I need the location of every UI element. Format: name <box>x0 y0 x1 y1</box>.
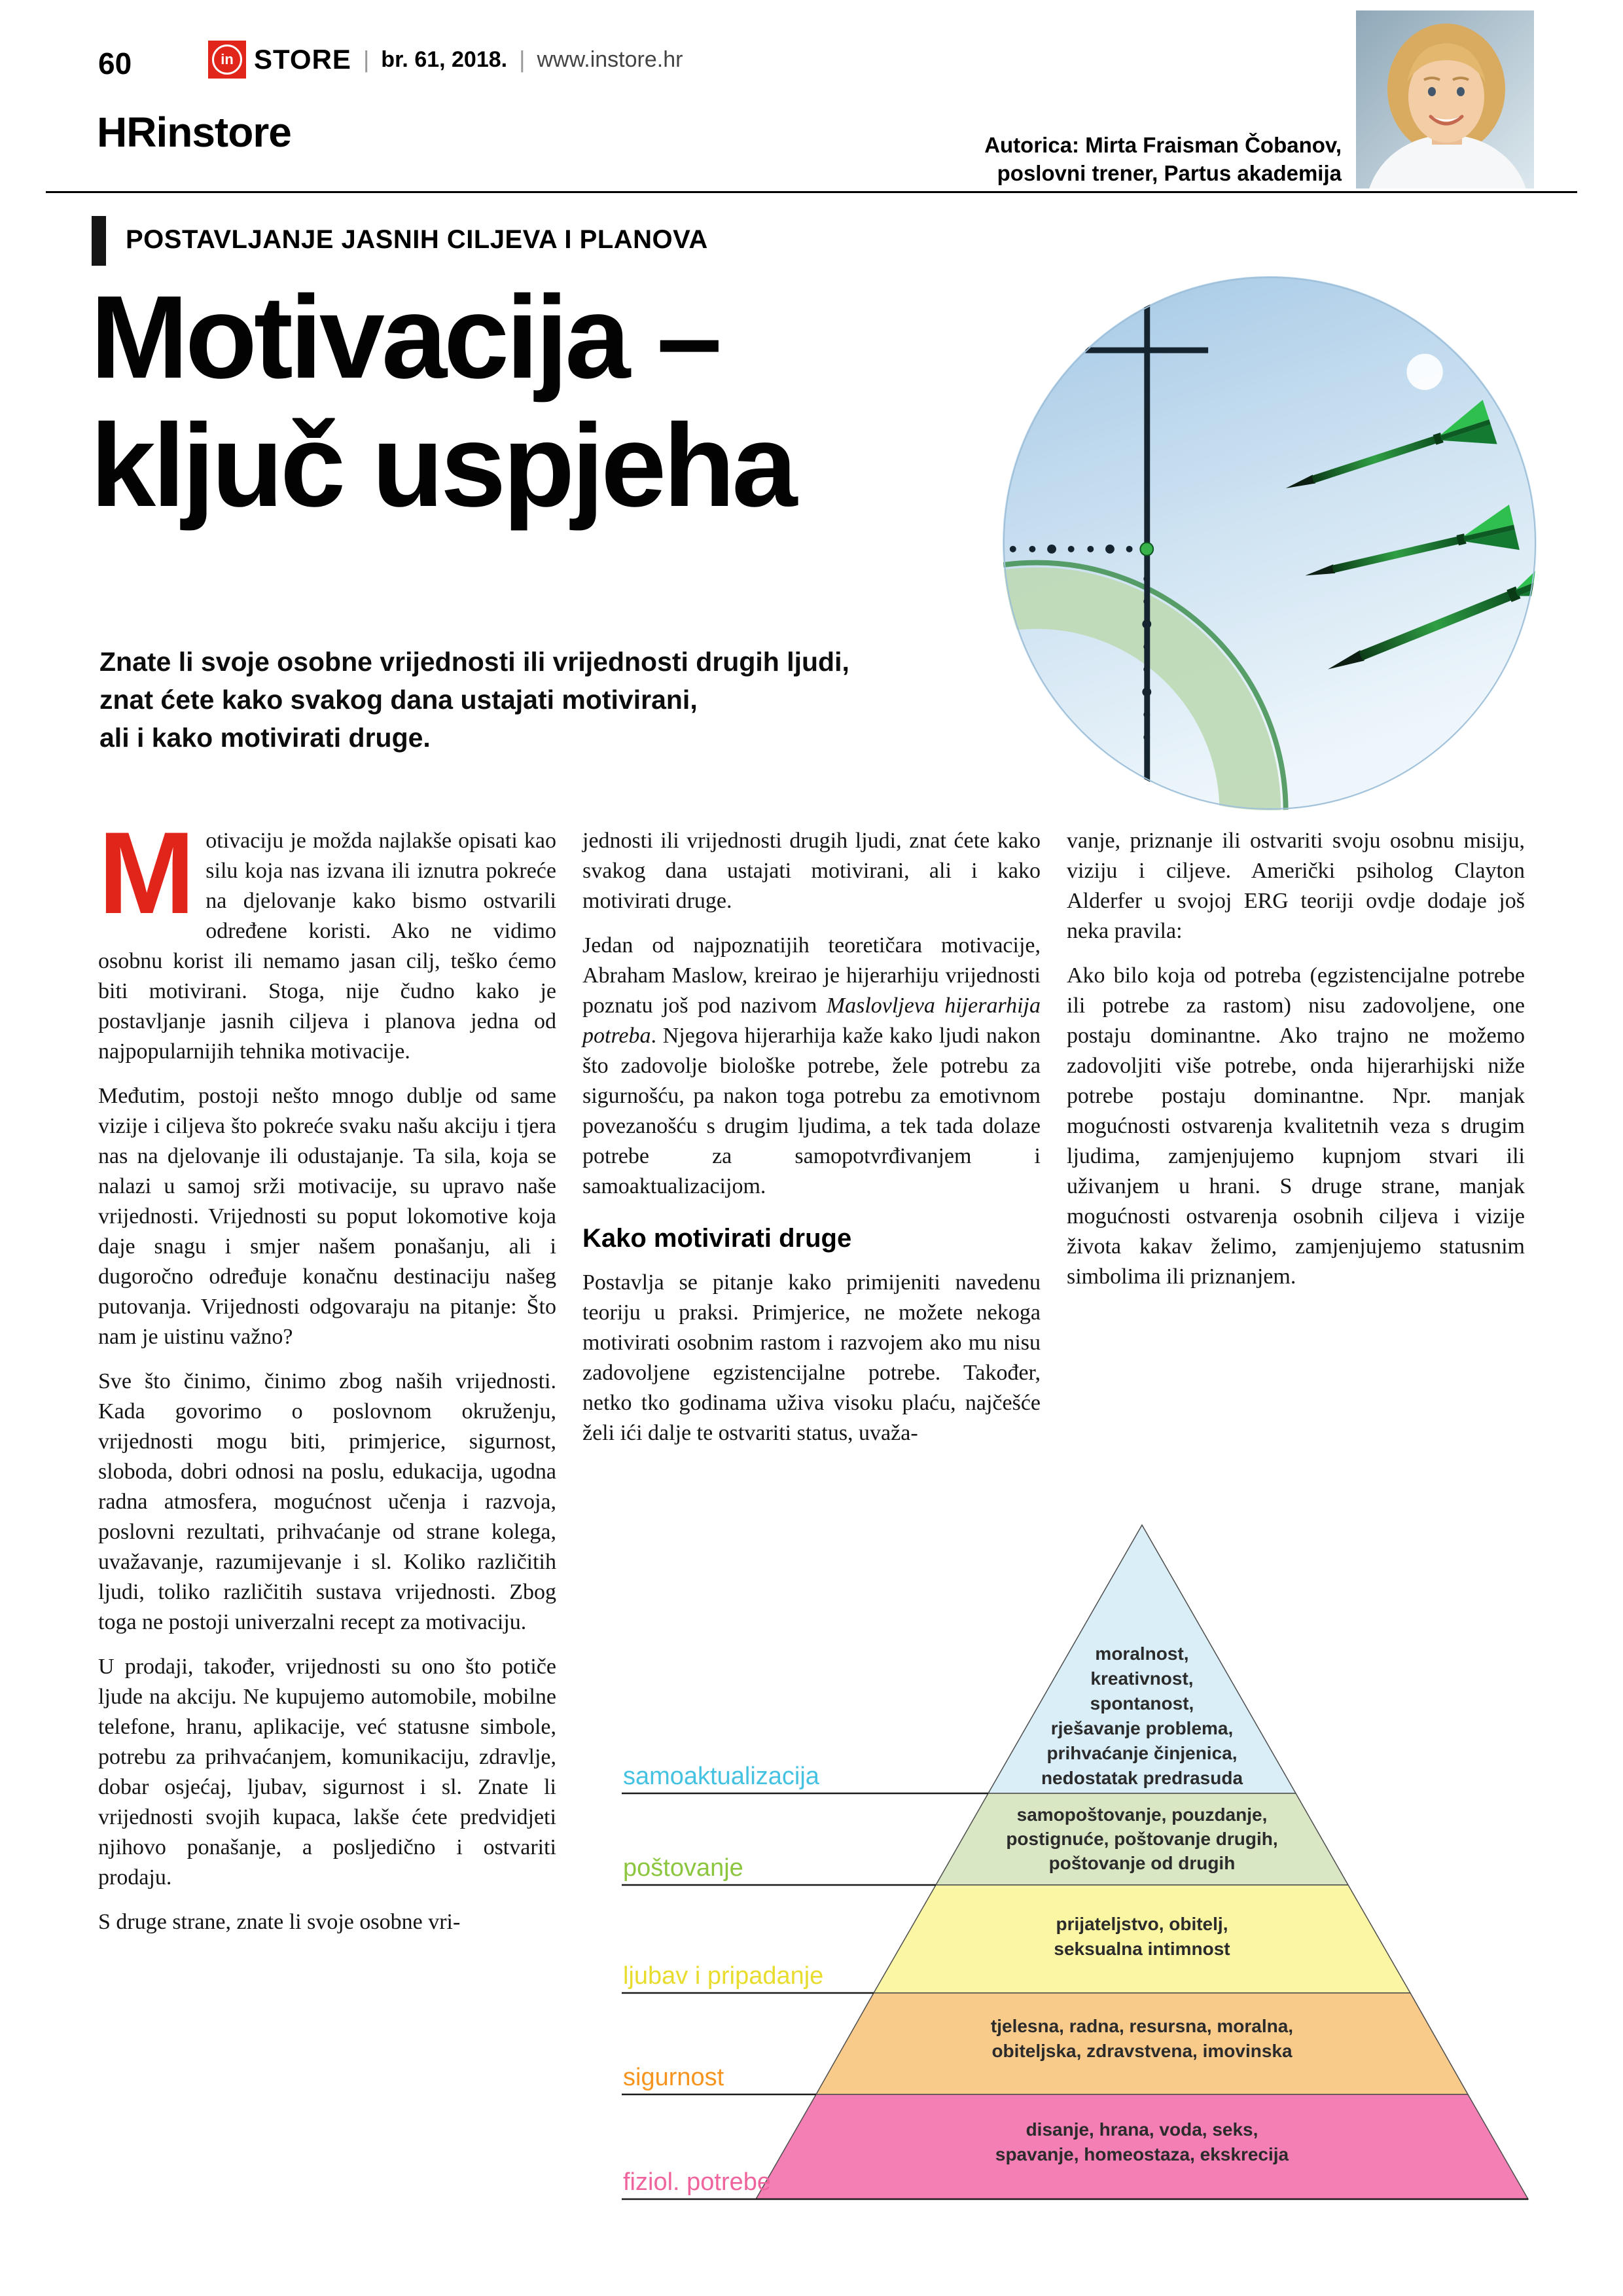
page-number: 60 <box>98 46 132 81</box>
paragraph: jednosti ili vrijednosti drugih ljudi, znat ćete kako svakog dana ustajati motivirani, ali i kako motivirati druge. <box>582 829 1041 913</box>
kicker-bar <box>92 216 106 266</box>
article-kicker: POSTAVLJANJE JASNIH CILJEVA I PLANOVA <box>126 225 708 254</box>
author-credit <box>984 131 1342 187</box>
book-title-italic: Maslovljeva hijerarhija potreba <box>582 994 1041 1048</box>
author-photo <box>1356 10 1534 188</box>
moon-icon <box>1406 354 1442 390</box>
band-text: poštovanje od drugih <box>1048 1853 1236 1873</box>
band-text: spavanje, homeostaza, ekskrecija <box>995 2144 1289 2164</box>
band-text: obiteljska, zdravstvena, imovinska <box>991 2041 1293 2061</box>
paragraph: Sve što činimo, činimo zbog naših vrijednosti. Kada govorimo o poslovnom okruženju, vrijednosti mogu biti, primjerice, sigurnost, sloboda, dobri odnosi na poslu, edukacija, ugodna radna atmosfera, mogućnost učenja i razvoja, poslovni rezultati, prihvaćanje od strane kolega, uvažavanje, razumijevanje i sl. Koliko različitih ljudi, toliko različitih sustava vrijednosti. Zbog toga ne postoji univerzalni recept za motivaciju. <box>98 1369 556 1634</box>
dart-target-svg <box>1001 275 1538 812</box>
paragraph: Međutim, postoji nešto mnogo dublje od same vizije i ciljeva što pokreće svaku našu akciju i tjera nas na djelovanje ili odustajanje. Ta sila, koja se nalazi u samoj srži motivacije, su upravo naše vrijednosti. Vrijednosti su poput lokomotive koja daje snagu i smjer našem ponašanju, ali i dugoročno određuje konačnu destinaciju našeg putovanja. Vrijednosti odgovaraju na pitanje: Što nam je uistinu važno? <box>98 1084 556 1349</box>
author-line2: poslovni trener, Partus akademija <box>997 161 1342 185</box>
section-brand-title: HRinstore <box>97 109 291 156</box>
article-title-line2: ključ uspjeha <box>90 400 794 531</box>
lead-line3: ali i kako motivirati druge. <box>99 723 431 753</box>
header-divider <box>46 191 1577 193</box>
dart-target-image <box>1001 275 1538 812</box>
band-text: prihvaćanje činjenica, <box>1046 1743 1238 1763</box>
paragraph: U prodaji, također, vrijednosti su ono što potiče ljude na akciju. Ne kupujemo automobile, mobilne telefone, hranu, aplikacije, već statusne simbole, potrebu za prihvaćanjem, komunikaciju, zdravlje, dobar osjećaj, ljubav, sigurnost i sl. Znate li vrijednosti svojih kupaca, lakše ćete predvidjeti njihovo ponašanje, a posljedično i ostvariti prodaju. <box>98 1655 556 1890</box>
paragraph <box>582 931 1041 1202</box>
paragraph-text: otivaciju je možda najlakše opisati kao silu koja nas izvana ili iznutra pokreće na djelovanje kako bismo ostvarili određene koristi. Ako ne vidimo osobnu korist ili nemamo jasan cilj, teško ćemo biti motivirani. Stoga, nije čudno kako je postavljanje jasnih ciljeva i planova jedna od najpopularnijih tehnika motivacije. <box>98 829 556 1064</box>
paragraph-text: . Njegova hijerarhija kaže kako ljudi nakon što zadovolje biološke potrebe, žele potrebu za sigurnošću, pa nakon toga potrebu za emotivnom povezanošću s drugim ljudima, a tek tada dolaze potrebe za samopotvrđivanjem i samoaktualizacijom. <box>582 1024 1041 1198</box>
body-column-3 <box>1067 826 1525 1306</box>
lead-line2: znat ćete kako svakog dana ustajati motivirani, <box>99 685 698 715</box>
pyramid-label-fizioloske: fiziol. potrebe <box>623 2168 772 2196</box>
masthead-separator: | <box>519 46 526 73</box>
author-photo-image <box>1356 10 1534 188</box>
dropcap: M <box>98 808 196 938</box>
band-text: postignuće, poštovanje drugih, <box>1006 1829 1278 1849</box>
paragraph: S druge strane, znate li svoje osobne vri- <box>98 1910 461 1934</box>
masthead-separator: | <box>363 46 370 73</box>
instore-logo <box>208 41 246 79</box>
article-title-line1: Motivacija – <box>90 272 719 403</box>
paragraph: Ako bilo koja od potreba (egzistencijalne potrebe ili potrebe za rastom) nisu zadovoljene, one postaju dominantne. Ako trajno ne možemo zadovoljiti više potrebe, onda hijerarhijski niže potrebe postaju dominantne. Npr. manjak mogućnosti ostvarenja kvalitetnih veza s drugim ljudima, zamjenjujemo kupnjom stvari ili uživanjem u hrani. S druge strane, manjak mogućnosti ostvarenja osobnih ciljeva i vizije života kakav želimo, zamjenjujemo statusnim simbolima ili priznanjem. <box>1067 963 1525 1289</box>
article-title <box>90 274 794 530</box>
band-text: rješavanje problema, <box>1050 1718 1234 1738</box>
masthead-website: www.instore.hr <box>537 46 683 72</box>
pyramid-label-ljubav: ljubav i pripadanje <box>623 1962 824 1990</box>
pyramid-label-sigurnost: sigurnost <box>623 2064 724 2091</box>
band-text: moralnost, <box>1095 1643 1189 1664</box>
paragraph: vanje, priznanje ili ostvariti svoju osobnu misiju, viziju i ciljeve. Američki psiholog Clayton Alderfer u svojoj ERG teoriji ovdje dodaje još neka pravila: <box>1067 829 1525 943</box>
article-lead <box>99 643 849 757</box>
band-text: disanje, hrana, voda, seks, <box>1026 2119 1258 2140</box>
paragraph <box>98 808 556 1067</box>
band-text: samopoštovanje, pouzdanje, <box>1016 1804 1268 1825</box>
band-text: prijateljstvo, obitelj, <box>1056 1914 1228 1934</box>
masthead-issue: br. 61, 2018. <box>381 46 508 72</box>
subheading: Kako motivirati druge <box>582 1224 852 1253</box>
pyramid-label-samoaktualizacija: samoaktualizacija <box>623 1763 819 1790</box>
band-text: nedostatak predrasuda <box>1041 1768 1243 1788</box>
paragraph: Postavlja se pitanje kako primijeniti navedenu teoriju u praksi. Primjerice, ne možete nekoga motivirati osobnim rastom i razvojem ako mu nisu zadovoljene egzistencijalne potrebe. Također, netko tko godinama uživa visoku plaću, najčešće želi ići dalje te ostvariti status, uvaža- <box>582 1270 1041 1445</box>
band-text: kreativnost, <box>1090 1668 1194 1689</box>
instore-logo-icon: in <box>212 45 242 75</box>
band-text: spontanost, <box>1090 1693 1194 1713</box>
masthead <box>208 41 683 79</box>
maslow-pyramid-diagram <box>622 1496 1531 2229</box>
band-text: seksualna intimnost <box>1054 1939 1230 1959</box>
body-column-1 <box>98 808 556 1952</box>
maslow-pyramid-svg <box>622 1496 1531 2229</box>
body-column-2 <box>582 826 1041 1463</box>
band-text: tjelesna, radna, resursna, moralna, <box>990 2016 1294 2036</box>
paragraph-text: Jedan od najpoznatijih teoretičara motivacije, Abraham Maslow, kreirao je hijerarhiju vrijednosti poznatu još pod nazivom <box>582 933 1041 1018</box>
pyramid-label-postovanje: poštovanje <box>623 1854 743 1882</box>
lead-line1: Znate li svoje osobne vrijednosti ili vrijednosti drugih ljudi, <box>99 647 849 677</box>
author-line1: Autorica: Mirta Fraisman Čobanov, <box>984 133 1342 157</box>
masthead-store: STORE <box>254 44 351 75</box>
